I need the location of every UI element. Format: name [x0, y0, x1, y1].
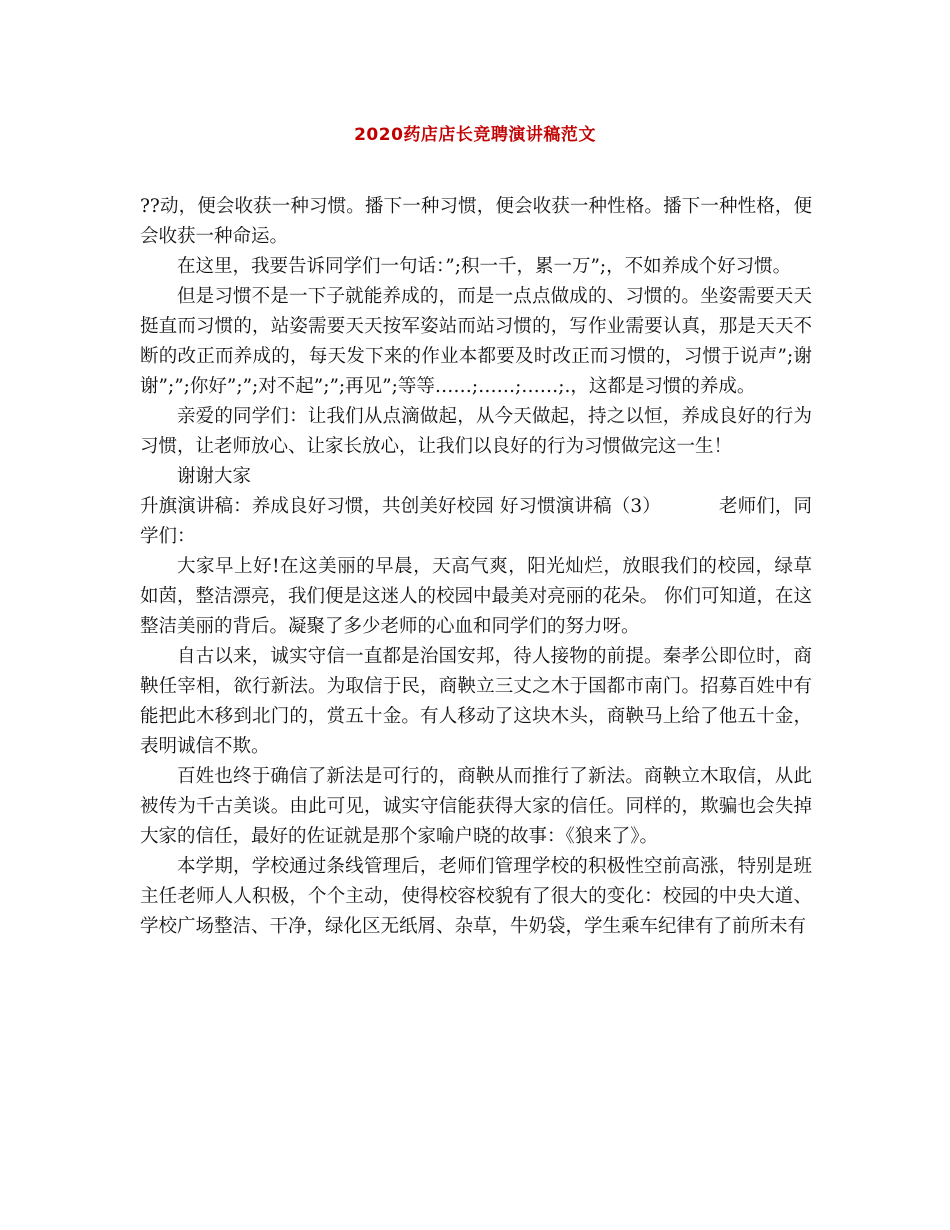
- paragraph: 谢谢大家: [177, 466, 252, 487]
- paragraph: 百姓也终于确信了新法是可行的，商鞅从而推行了新法。商鞅立木取信，从此被传为千古美谈。由此可见，诚实守信能获得大家的信任。同样的，欺骗也会失掉大家的信任，最好的佐证就是那个家喻户晓的故事：《狼来了》。: [140, 766, 812, 847]
- paragraph: 亲爱的同学们：让我们从点滴做起，从今天做起，持之以恒，养成良好的行为习惯，让老师放心、让家长放心，让我们以良好的行为习惯做完这一生！: [140, 406, 812, 457]
- document-body: [140, 192, 812, 942]
- paragraph: 但是习惯不是一下子就能养成的，而是一点点做成的、习惯的。坐姿需要天天挺直而习惯的，站姿需要天天按军姿站而站习惯的，写作业需要认真，那是天天不断的改正而养成的，每天发下来的作业本都要及时改正而习惯的，习惯于说声”;谢谢”;”;你好”;”;对不起”;”;再见”;等等……;……;……;.，这都是习惯的养成。: [140, 286, 812, 397]
- speech-heading-line: [140, 492, 812, 552]
- paragraph: 大家早上好!在这美丽的早晨，天高气爽，阳光灿烂，放眼我们的校园，绿草如茵，整洁漂亮，我们便是这迷人的校园中最美对亮丽的花朵。 你们可知道，在这整洁美丽的背后。凝聚了多少老师的心血和同学们的努力呀。: [140, 556, 812, 637]
- greeting: 老师们，同学们：: [140, 496, 812, 547]
- paragraph: 本学期，学校通过条线管理后，老师们管理学校的积极性空前高涨，特别是班主任老师人人积极，个个主动，使得校容校貌有了很大的变化：校园的中央大道、学校广场整洁、干净，绿化区无纸屑、杂草，牛奶袋，学生乘车纪律有了前所未有: [140, 856, 812, 937]
- paragraph: ??动，便会收获一种习惯。播下一种习惯，便会收获一种性格。播下一种性格，便会收获一种命运。: [140, 196, 812, 247]
- paragraph: 自古以来，诚实守信一直都是治国安邦，待人接物的前提。秦孝公即位时，商鞅任宰相，欲行新法。为取信于民，商鞅立三丈之木于国都市南门。招募百姓中有能把此木移到北门的，赏五十金。有人移动了这块木头，商鞅马上给了他五十金，表明诚信不欺。: [140, 646, 812, 757]
- document-title: 2020药店店长竞聘演讲稿范文: [354, 125, 596, 145]
- paragraph: 在这里，我要告诉同学们一句话：”;积一千，累一万”;，不如养成个好习惯。: [177, 256, 792, 277]
- speech-heading: 升旗演讲稿：养成良好习惯，共创美好校园 好习惯演讲稿（3）: [140, 496, 661, 517]
